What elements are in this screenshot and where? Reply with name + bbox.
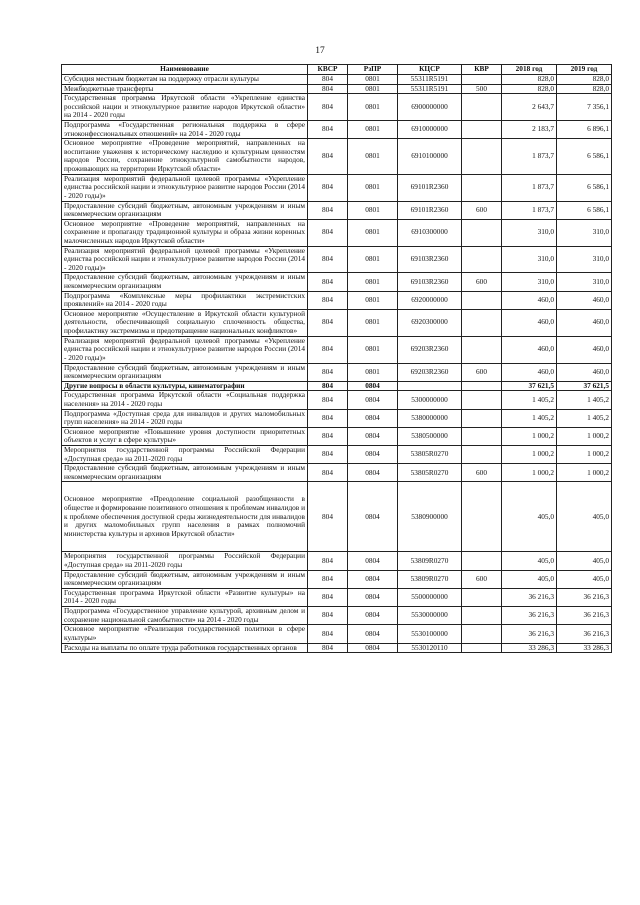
table-row	[62, 121, 612, 139]
row-kvsr-cell: 804	[308, 464, 348, 482]
table-row	[62, 607, 612, 625]
row-kcsr-cell	[398, 381, 462, 391]
row-2018-cell: 36 216,3	[502, 607, 557, 625]
row-2019-cell: 1 405,2	[557, 391, 612, 409]
row-rzpr-cell: 0804	[348, 409, 398, 427]
row-rzpr-cell: 0804	[348, 607, 398, 625]
row-kvr-cell	[462, 246, 502, 273]
row-rzpr-cell: 0801	[348, 75, 398, 85]
row-name-cell: Предоставление субсидий бюджетным, автономным учреждениям и иным некоммерческим организациям	[62, 464, 308, 482]
table-row	[62, 445, 612, 463]
row-kvsr-cell: 804	[308, 445, 348, 463]
row-rzpr-cell: 0801	[348, 201, 398, 219]
header-2019: 2019 год	[557, 65, 612, 75]
row-rzpr-cell: 0804	[348, 643, 398, 653]
row-2019-cell: 310,0	[557, 273, 612, 291]
row-kcsr-cell: 5300000000	[398, 391, 462, 409]
row-rzpr-cell: 0801	[348, 363, 398, 381]
row-2018-cell: 33 286,3	[502, 643, 557, 653]
row-kvsr-cell: 804	[308, 201, 348, 219]
row-2019-cell: 37 621,5	[557, 381, 612, 391]
header-kvsr: КВСР	[308, 65, 348, 75]
row-kcsr-cell: 55311R5191	[398, 75, 462, 85]
row-kcsr-cell: 5380500000	[398, 427, 462, 445]
row-rzpr-cell: 0801	[348, 273, 398, 291]
row-name-cell: Предоставление субсидий бюджетным, автономным учреждениям и иным некоммерческим организациям	[62, 570, 308, 588]
table-row	[62, 75, 612, 85]
row-kcsr-cell: 5500000000	[398, 588, 462, 606]
row-name-cell: Мероприятия государственной программы Российской Федерации «Доступная среда» на 2011-2020 годы	[62, 445, 308, 463]
row-name-cell: Основное мероприятие «Осуществление в Иркутской области культурной деятельности, обеспечивающей социальную сплоченность общества, профилактику экстремизма и предотвращение национальных конфликтов»	[62, 309, 308, 336]
row-kvsr-cell: 804	[308, 552, 348, 570]
row-kvsr-cell: 804	[308, 121, 348, 139]
row-name-cell: Подпрограмма «Доступная среда для инвалидов и других маломобильных групп населения» на 2014 - 2020 годы	[62, 409, 308, 427]
row-2019-cell: 1 000,2	[557, 427, 612, 445]
table-row	[62, 246, 612, 273]
table-row	[62, 201, 612, 219]
row-rzpr-cell: 0801	[348, 84, 398, 94]
row-kvsr-cell: 804	[308, 427, 348, 445]
table-body	[62, 75, 612, 653]
row-2018-cell: 1 000,2	[502, 427, 557, 445]
budget-table	[61, 64, 612, 653]
row-kcsr-cell: 6920000000	[398, 291, 462, 309]
row-kvsr-cell: 804	[308, 84, 348, 94]
row-kcsr-cell: 69103R2360	[398, 273, 462, 291]
table-row	[62, 482, 612, 552]
table-row	[62, 336, 612, 363]
row-kcsr-cell: 5530120110	[398, 643, 462, 653]
row-kvr-cell: 500	[462, 84, 502, 94]
row-2019-cell: 6 586,1	[557, 201, 612, 219]
row-name-cell: Основное мероприятие «Преодоление социальной разобщенности в обществе и формирование позитивного отношения к проблемам инвалидов и к проблеме обеспечения доступной среды жизнедеятельности для инвалидов и других маломобильных групп населения в рамках полномочий министерства культуры и архивов Иркутской области»	[62, 482, 308, 552]
row-2019-cell: 460,0	[557, 336, 612, 363]
table-row	[62, 309, 612, 336]
row-name-cell: Государственная программа Иркутской области «Социальная поддержка населения» на 2014 - 2020 годы	[62, 391, 308, 409]
row-kvr-cell	[462, 625, 502, 643]
row-name-cell: Реализация мероприятий федеральной целевой программы «Укрепление единства российской нации и этнокультурное развитие народов России (2014 - 2020 годы)»	[62, 174, 308, 201]
row-kvsr-cell: 804	[308, 409, 348, 427]
row-kvr-cell: 600	[462, 273, 502, 291]
header-2018: 2018 год	[502, 65, 557, 75]
row-kvr-cell	[462, 643, 502, 653]
row-2019-cell: 36 216,3	[557, 607, 612, 625]
row-kvsr-cell: 804	[308, 94, 348, 121]
row-kvsr-cell: 804	[308, 607, 348, 625]
row-rzpr-cell: 0801	[348, 121, 398, 139]
table-row	[62, 363, 612, 381]
row-2018-cell: 310,0	[502, 273, 557, 291]
row-2018-cell: 310,0	[502, 219, 557, 246]
row-kvr-cell	[462, 607, 502, 625]
row-name-cell: Подпрограмма «Государственная региональная поддержка в сфере этноконфессиональных отношений» на 2014 - 2020 годы	[62, 121, 308, 139]
row-2018-cell: 460,0	[502, 291, 557, 309]
row-name-cell: Предоставление субсидий бюджетным, автономным учреждениям и иным некоммерческим организациям	[62, 363, 308, 381]
row-2018-cell: 405,0	[502, 552, 557, 570]
table-row	[62, 464, 612, 482]
row-2018-cell: 460,0	[502, 336, 557, 363]
table-row	[62, 139, 612, 174]
table-row	[62, 409, 612, 427]
row-name-cell: Реализация мероприятий федеральной целевой программы «Укрепление единства российской нации и этнокультурное развитие народов России (2014 - 2020 годы)»	[62, 246, 308, 273]
row-2019-cell: 460,0	[557, 363, 612, 381]
row-rzpr-cell: 0804	[348, 570, 398, 588]
row-2018-cell: 460,0	[502, 309, 557, 336]
header-name: Наименование	[62, 65, 308, 75]
row-rzpr-cell: 0801	[348, 336, 398, 363]
row-kvr-cell: 600	[462, 464, 502, 482]
row-kvsr-cell: 804	[308, 363, 348, 381]
row-name-cell: Субсидия местным бюджетам на поддержку отрасли культуры	[62, 75, 308, 85]
row-2019-cell: 6 586,1	[557, 139, 612, 174]
row-kvsr-cell: 804	[308, 336, 348, 363]
table-row	[62, 94, 612, 121]
row-kcsr-cell: 53805R0270	[398, 445, 462, 463]
table-row	[62, 552, 612, 570]
header-kcsr: КЦСР	[398, 65, 462, 75]
row-kcsr-cell: 69203R2360	[398, 363, 462, 381]
row-kvsr-cell: 804	[308, 381, 348, 391]
row-2018-cell: 36 216,3	[502, 588, 557, 606]
row-rzpr-cell: 0801	[348, 219, 398, 246]
row-kcsr-cell: 53809R0270	[398, 570, 462, 588]
row-2019-cell: 405,0	[557, 570, 612, 588]
row-2018-cell: 1 405,2	[502, 391, 557, 409]
table-row	[62, 643, 612, 653]
row-2018-cell: 405,0	[502, 482, 557, 552]
row-name-cell: Расходы на выплаты по оплате труда работников государственных органов	[62, 643, 308, 653]
row-rzpr-cell: 0804	[348, 445, 398, 463]
row-kvsr-cell: 804	[308, 482, 348, 552]
row-kcsr-cell: 53809R0270	[398, 552, 462, 570]
row-kvr-cell	[462, 482, 502, 552]
row-rzpr-cell: 0804	[348, 625, 398, 643]
row-2018-cell: 37 621,5	[502, 381, 557, 391]
row-kcsr-cell: 6900000000	[398, 94, 462, 121]
row-kvr-cell	[462, 139, 502, 174]
row-2018-cell: 2 183,7	[502, 121, 557, 139]
row-kvr-cell	[462, 174, 502, 201]
row-name-cell: Основное мероприятие «Повышение уровня доступности приоритетных объектов и услуг в сфере культуры»	[62, 427, 308, 445]
row-kcsr-cell: 69203R2360	[398, 336, 462, 363]
row-kcsr-cell: 69101R2360	[398, 174, 462, 201]
row-2018-cell: 1 405,2	[502, 409, 557, 427]
row-2019-cell: 33 286,3	[557, 643, 612, 653]
row-2019-cell: 6 586,1	[557, 174, 612, 201]
row-rzpr-cell: 0804	[348, 552, 398, 570]
row-rzpr-cell: 0804	[348, 381, 398, 391]
row-2018-cell: 828,0	[502, 75, 557, 85]
table-row	[62, 570, 612, 588]
row-kvsr-cell: 804	[308, 246, 348, 273]
row-kvr-cell	[462, 588, 502, 606]
row-rzpr-cell: 0801	[348, 139, 398, 174]
row-2019-cell: 460,0	[557, 309, 612, 336]
row-kcsr-cell: 5530000000	[398, 607, 462, 625]
row-2019-cell: 36 216,3	[557, 588, 612, 606]
row-name-cell: Подпрограмма «Комплексные меры профилактики экстремистских проявлений» на 2014 - 2020 годы	[62, 291, 308, 309]
row-kvr-cell: 600	[462, 201, 502, 219]
row-kcsr-cell: 5380900000	[398, 482, 462, 552]
row-name-cell: Основное мероприятие «Реализация государственной политики в сфере культуры»	[62, 625, 308, 643]
row-name-cell: Предоставление субсидий бюджетным, автономным учреждениям и иным некоммерческим организациям	[62, 273, 308, 291]
row-name-cell: Основное мероприятие «Проведение мероприятий, направленных на воспитание уважения к историческому наследию и культурным ценностям народов России, сохранение этнокультурной самобытности народов, проживающих на территории Иркутской области»	[62, 139, 308, 174]
row-2019-cell: 1 405,2	[557, 409, 612, 427]
row-rzpr-cell: 0801	[348, 94, 398, 121]
row-kvsr-cell: 804	[308, 570, 348, 588]
row-kcsr-cell: 5380000000	[398, 409, 462, 427]
table-row	[62, 625, 612, 643]
row-rzpr-cell: 0804	[348, 391, 398, 409]
row-name-cell: Подпрограмма «Государственное управление культурой, архивным делом и сохранение национальной самобытности» на 2014 - 2020 годы	[62, 607, 308, 625]
table-row	[62, 427, 612, 445]
row-kcsr-cell: 69103R2360	[398, 246, 462, 273]
row-rzpr-cell: 0801	[348, 174, 398, 201]
table-row	[62, 391, 612, 409]
row-name-cell: Межбюджетные трансферты	[62, 84, 308, 94]
row-2018-cell: 1 873,7	[502, 139, 557, 174]
row-kcsr-cell: 69101R2360	[398, 201, 462, 219]
row-kcsr-cell: 53805R0270	[398, 464, 462, 482]
row-2019-cell: 405,0	[557, 482, 612, 552]
row-kcsr-cell: 6910000000	[398, 121, 462, 139]
table-row	[62, 273, 612, 291]
row-name-cell: Государственная программа Иркутской области «Укрепление единства российской нации и этнокультурное развитие народов Иркутской области» на 2014 - 2020 годы	[62, 94, 308, 121]
row-2018-cell: 1 873,7	[502, 174, 557, 201]
row-kvsr-cell: 804	[308, 391, 348, 409]
row-name-cell: Государственная программа Иркутской области «Развитие культуры» на 2014 - 2020 годы	[62, 588, 308, 606]
row-2019-cell: 36 216,3	[557, 625, 612, 643]
row-rzpr-cell: 0801	[348, 291, 398, 309]
row-2018-cell: 405,0	[502, 570, 557, 588]
row-kvr-cell	[462, 427, 502, 445]
row-2018-cell: 828,0	[502, 84, 557, 94]
row-rzpr-cell: 0804	[348, 588, 398, 606]
row-2018-cell: 1 873,7	[502, 201, 557, 219]
row-2018-cell: 460,0	[502, 363, 557, 381]
row-kvsr-cell: 804	[308, 309, 348, 336]
row-kvr-cell	[462, 75, 502, 85]
row-2018-cell: 1 000,2	[502, 445, 557, 463]
table-row	[62, 174, 612, 201]
row-kvr-cell	[462, 381, 502, 391]
row-kvsr-cell: 804	[308, 643, 348, 653]
row-kvr-cell	[462, 219, 502, 246]
row-kvr-cell	[462, 121, 502, 139]
row-kcsr-cell: 6910100000	[398, 139, 462, 174]
row-kvr-cell	[462, 409, 502, 427]
row-kvr-cell	[462, 94, 502, 121]
table-header-row	[62, 65, 612, 75]
row-2019-cell: 1 000,2	[557, 445, 612, 463]
row-name-cell: Другие вопросы в области культуры, кинематографии	[62, 381, 308, 391]
row-2018-cell: 36 216,3	[502, 625, 557, 643]
header-kvr: КВР	[462, 65, 502, 75]
row-2019-cell: 6 896,1	[557, 121, 612, 139]
row-name-cell: Реализация мероприятий федеральной целевой программы «Укрепление единства российской нации и этнокультурное развитие народов России (2014 - 2020 годы)»	[62, 336, 308, 363]
row-rzpr-cell: 0804	[348, 464, 398, 482]
row-kvsr-cell: 804	[308, 291, 348, 309]
row-2018-cell: 2 643,7	[502, 94, 557, 121]
row-kvsr-cell: 804	[308, 174, 348, 201]
row-2019-cell: 460,0	[557, 291, 612, 309]
row-kvsr-cell: 804	[308, 273, 348, 291]
row-2019-cell: 828,0	[557, 84, 612, 94]
row-rzpr-cell: 0801	[348, 246, 398, 273]
row-kvsr-cell: 804	[308, 75, 348, 85]
header-rzpr: РзПР	[348, 65, 398, 75]
row-kcsr-cell: 6920300000	[398, 309, 462, 336]
row-kvr-cell	[462, 309, 502, 336]
row-kvsr-cell: 804	[308, 588, 348, 606]
row-2018-cell: 310,0	[502, 246, 557, 273]
row-2019-cell: 405,0	[557, 552, 612, 570]
table-row	[62, 219, 612, 246]
row-2019-cell: 310,0	[557, 219, 612, 246]
row-rzpr-cell: 0804	[348, 427, 398, 445]
row-kcsr-cell: 5530100000	[398, 625, 462, 643]
row-kvr-cell	[462, 445, 502, 463]
row-rzpr-cell: 0804	[348, 482, 398, 552]
row-kvr-cell	[462, 552, 502, 570]
row-kcsr-cell: 6910300000	[398, 219, 462, 246]
row-kvsr-cell: 804	[308, 139, 348, 174]
page-number: 17	[315, 46, 325, 56]
row-kcsr-cell: 55311R5191	[398, 84, 462, 94]
row-kvsr-cell: 804	[308, 219, 348, 246]
row-kvr-cell: 600	[462, 570, 502, 588]
row-kvsr-cell: 804	[308, 625, 348, 643]
row-rzpr-cell: 0801	[348, 309, 398, 336]
row-2019-cell: 1 000,2	[557, 464, 612, 482]
row-kvr-cell	[462, 336, 502, 363]
row-2019-cell: 828,0	[557, 75, 612, 85]
row-name-cell: Предоставление субсидий бюджетным, автономным учреждениям и иным некоммерческим организациям	[62, 201, 308, 219]
row-2019-cell: 310,0	[557, 246, 612, 273]
row-kvr-cell	[462, 291, 502, 309]
row-2018-cell: 1 000,2	[502, 464, 557, 482]
row-name-cell: Мероприятия государственной программы Российской Федерации «Доступная среда» на 2011-2020 годы	[62, 552, 308, 570]
row-kvr-cell	[462, 391, 502, 409]
table-row	[62, 588, 612, 606]
row-kvr-cell: 600	[462, 363, 502, 381]
row-2019-cell: 7 356,1	[557, 94, 612, 121]
table-row	[62, 291, 612, 309]
row-name-cell: Основное мероприятие «Проведение мероприятий, направленных на сохранение и пропаганду традиционной культуры и образа жизни коренных малочисленных народов Иркутской области»	[62, 219, 308, 246]
